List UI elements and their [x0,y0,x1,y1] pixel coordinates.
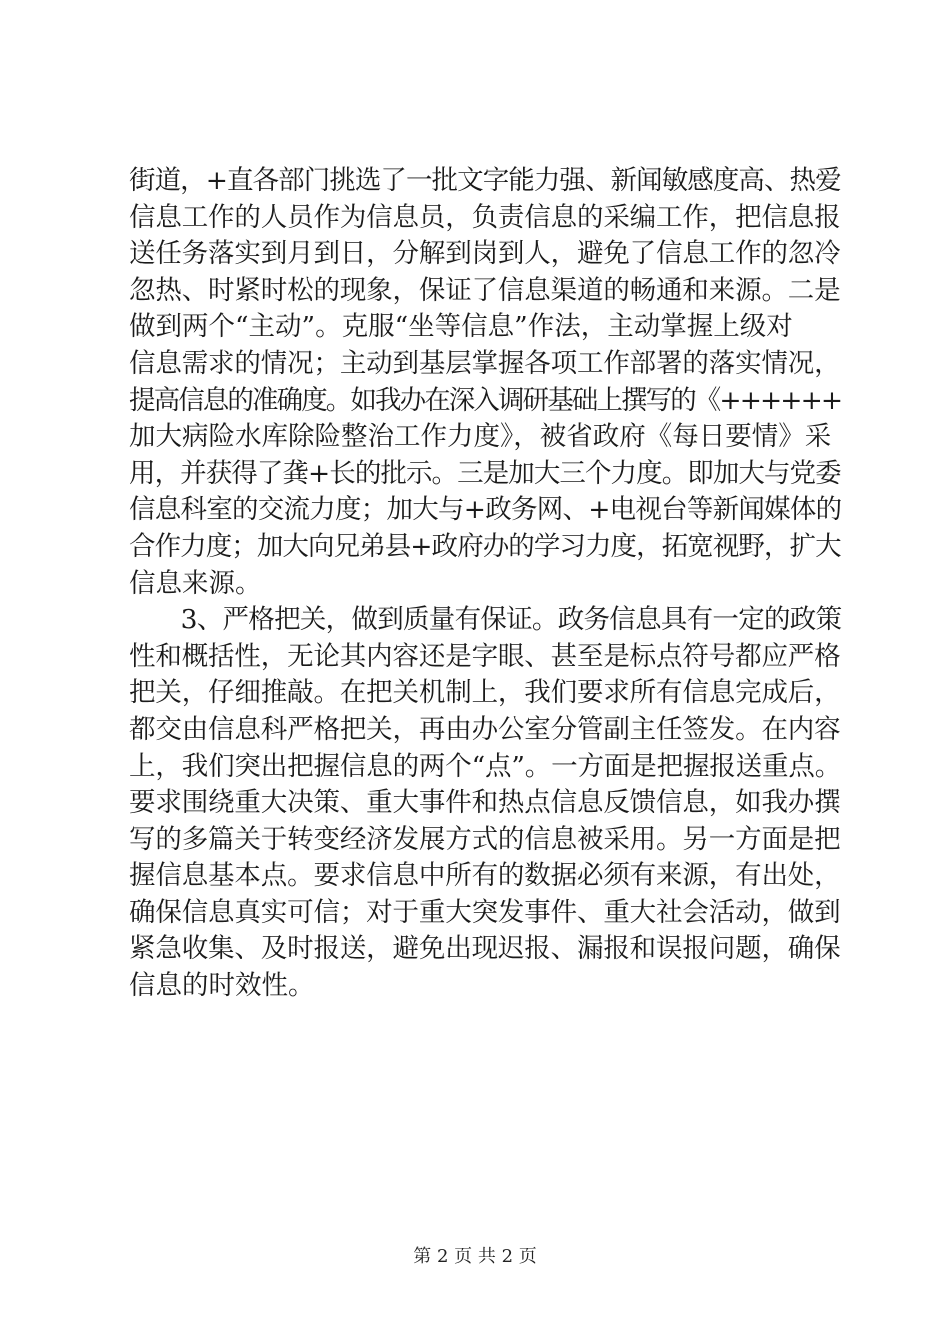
text-line: 信息的时效性。 [129,970,315,1002]
text-line: 做到两个“主动”。克服“坐等信息”作法，主动掌握上级对 [129,311,793,343]
text-line: 信息科室的交流力度；加大与+政务网、+电视台等新闻媒体的 [129,494,842,526]
body-text [129,163,842,1005]
text-line: 合作力度；加大向兄弟县+政府办的学习力度，拓宽视野，扩大 [129,530,841,562]
text-line: 性和概括性，无论其内容还是字眼、甚至是标点符号都应严格 [129,640,841,672]
text-line: 用，并获得了龚+长的批示。三是加大三个力度。即加大与党委 [129,457,841,489]
text-line: 送任务落实到月到日，分解到岗到人，避免了信息工作的忽冷 [129,238,841,270]
page-footer: 第 2 页 共 2 页 [413,1246,537,1267]
text-line: 握信息基本点。要求信息中所有的数据必须有来源，有出处， [129,860,841,892]
text-line: 加大病险水库除险整治工作力度》，被省政府《每日要情》采 [129,421,832,453]
text-line: 信息需求的情况；主动到基层掌握各项工作部署的落实情况， [129,347,841,379]
text-line: 紧急收集、及时报送，避免出现迟报、漏报和误报问题，确保 [129,933,841,965]
text-line: 信息工作的人员作为信息员，负责信息的采编工作，把信息报 [129,201,841,233]
text-line: 街道，+直各部门挑选了一批文字能力强、新闻敏感度高、热爱 [129,165,841,196]
text-line: 上，我们突出把握信息的两个“点”。一方面是把握报送重点。 [129,750,842,782]
text-line: 要求围绕重大决策、重大事件和热点信息反馈信息，如我办撰 [129,787,841,819]
text-line: 提高信息的准确度。如我办在深入调研基础上撰写的《++++++ [129,384,842,416]
text-line: 确保信息真实可信；对于重大突发事件、重大社会活动，做到 [129,896,841,928]
text-line: 3、严格把关，做到质量有保证。政务信息具有一定的政策 [129,604,842,636]
text-line: 信息来源。 [129,567,262,599]
text-line: 忽热、时紧时松的现象，保证了信息渠道的畅通和来源。二是 [129,274,841,306]
text-line: 把关，仔细推敲。在把关机制上，我们要求所有信息完成后， [129,677,841,709]
text-line: 都交由信息科严格把关，再由办公室分管副主任签发。在内容 [129,713,841,745]
text-line: 写的多篇关于转变经济发展方式的信息被采用。另一方面是把 [129,823,841,855]
